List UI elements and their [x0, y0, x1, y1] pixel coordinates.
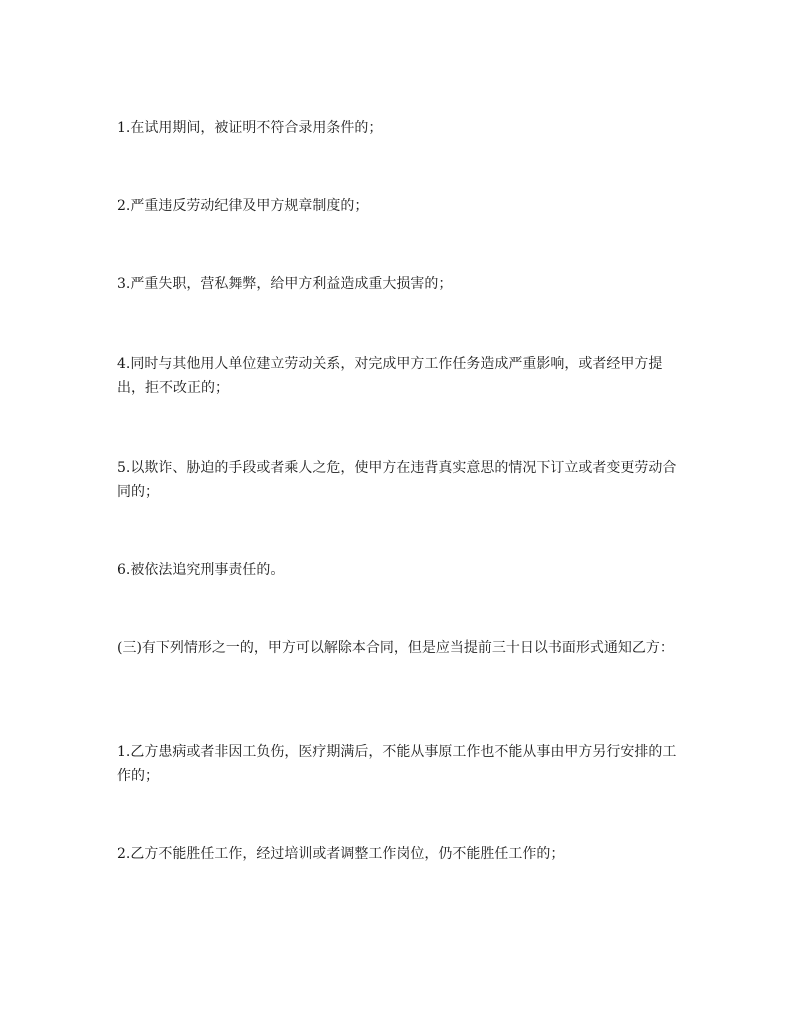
paragraph-section-3: (三)有下列情形之一的，甲方可以解除本合同，但是应当提前三十日以书面形式通知乙方： — [117, 640, 674, 656]
paragraph-2: 2.严重违反劳动纪律及甲方规章制度的； — [117, 198, 369, 214]
paragraph-5: 5.以欺诈、胁迫的手段或者乘人之危，使甲方在违背真实意思的情况下订立或者变更劳动合同的； — [117, 460, 677, 500]
paragraph-3: 3.严重失职，营私舞弊，给甲方利益造成重大损害的； — [117, 276, 453, 292]
paragraph-4: 4.同时与其他用人单位建立劳动关系，对完成甲方工作任务造成严重影响，或者经甲方提出，拒不改正的； — [117, 356, 663, 396]
paragraph-7: 1.乙方患病或者非因工负伤，医疗期满后，不能从事原工作也不能从事由甲方另行安排的工作的； — [117, 744, 677, 784]
paragraph-1: 1.在试用期间，被证明不符合录用条件的； — [117, 120, 383, 136]
paragraph-8: 2.乙方不能胜任工作，经过培训或者调整工作岗位，仍不能胜任工作的； — [117, 846, 565, 862]
paragraph-6: 6.被依法追究刑事责任的。 — [117, 562, 285, 578]
